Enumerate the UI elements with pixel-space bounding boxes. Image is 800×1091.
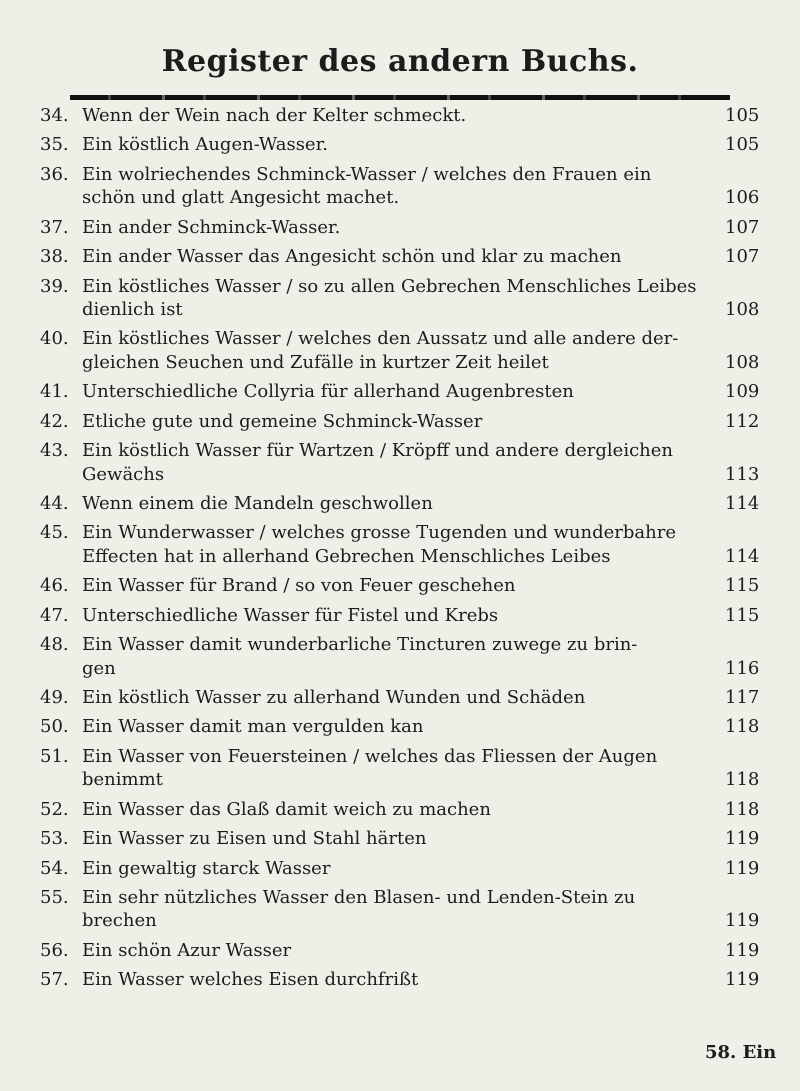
entry-text: Ein ander Schminck-Wasser. — [82, 216, 341, 238]
entry-number: 41. — [40, 381, 69, 403]
entry-text: Ein wolriechendes Schminck-Wasser / welches den Frauen ein — [82, 163, 652, 185]
entry-number: 54. — [40, 857, 69, 879]
entry-text: Ein köstliches Wasser / welches den Aussatz und alle andere der- — [82, 328, 679, 350]
entry-page-number: 109 — [725, 381, 760, 403]
entry-number: 36. — [40, 163, 69, 185]
entry-page-number: 107 — [725, 216, 760, 238]
entry-page-number: 112 — [725, 410, 760, 432]
entry-number: 46. — [40, 575, 69, 597]
entry-text-continued: gen — [82, 657, 116, 679]
entry-page-number: 105 — [725, 134, 760, 156]
entry-text-continued: gleichen Seuchen und Zufälle in kurtzer Zeit heilet — [82, 351, 549, 373]
entry-page-number: 116 — [725, 657, 760, 679]
entry-page-number: 119 — [725, 910, 760, 932]
entry-number: 38. — [40, 246, 69, 268]
entry-page-number: 119 — [725, 969, 760, 991]
catchword: 58. Ein — [705, 1042, 777, 1063]
entry-text: Ein schön Azur Wasser — [82, 939, 292, 961]
entry-text-continued: Effecten hat in allerhand Gebrechen Menschliches Leibes — [82, 545, 611, 567]
entry-page-number: 119 — [725, 828, 760, 850]
entry-number: 39. — [40, 275, 69, 297]
entry-number: 44. — [40, 493, 69, 514]
entry-text: Ein Wasser zu Eisen und Stahl härten — [82, 828, 427, 850]
entry-number: 51. — [40, 745, 69, 767]
entry-text: Ein Wunderwasser / welches grosse Tugenden und wunderbahre — [82, 522, 676, 544]
entry-text: Ein gewaltig starck Wasser — [82, 857, 331, 879]
entry-text: Ein Wasser von Feuersteinen / welches das Fliessen der Augen — [82, 745, 658, 767]
page-title: Register des andern Buchs. — [161, 44, 639, 79]
entry-page-number: 118 — [725, 798, 760, 820]
entry-number: 34. — [40, 105, 69, 126]
entry-page-number: 115 — [725, 575, 760, 597]
entry-text: Ein Wasser für Brand / so von Feuer geschehen — [82, 575, 516, 597]
entry-number: 50. — [40, 716, 69, 738]
entry-page-number: 113 — [725, 463, 760, 485]
entry-number: 56. — [40, 939, 69, 961]
entry-text-continued: dienlich ist — [82, 299, 183, 320]
entry-text: Ein Wasser damit man vergulden kan — [82, 716, 424, 738]
entry-number: 42. — [40, 410, 69, 432]
entry-text: Ein köstlich Wasser für Wartzen / Kröpff und andere dergleichen — [82, 440, 673, 462]
entry-number: 35. — [40, 134, 69, 156]
entry-number: 48. — [40, 634, 69, 656]
entry-text: Ein ander Wasser das Angesicht schön und klar zu machen — [82, 246, 622, 268]
entry-page-number: 105 — [725, 105, 760, 126]
entry-number: 57. — [40, 969, 69, 991]
header-rule — [70, 95, 730, 100]
entry-text: Wenn einem die Mandeln geschwollen — [82, 493, 433, 514]
entry-number: 43. — [40, 440, 69, 462]
entry-text: Etliche gute und gemeine Schminck-Wasser — [82, 410, 483, 432]
entry-text-continued: Gewächs — [82, 463, 165, 485]
entry-page-number: 114 — [725, 493, 760, 514]
entry-page-number: 106 — [725, 187, 760, 209]
entry-text: Ein sehr nützliches Wasser den Blasen- und Lenden-Stein zu — [82, 886, 636, 908]
entry-text: Unterschiedliche Wasser für Fistel und Krebs — [82, 604, 499, 626]
entry-number: 52. — [40, 798, 69, 820]
entry-text: Ein köstliches Wasser / so zu allen Gebrechen Menschliches Leibes — [82, 275, 697, 297]
entry-page-number: 117 — [725, 687, 760, 708]
entry-text: Ein Wasser welches Eisen durchfrißt — [82, 969, 419, 991]
entry-text-continued: schön und glatt Angesicht machet. — [82, 187, 400, 209]
entry-page-number: 114 — [725, 545, 760, 567]
entry-text: Unterschiedliche Collyria für allerhand Augenbresten — [82, 381, 574, 403]
entry-page-number: 107 — [725, 246, 760, 268]
entry-number: 37. — [40, 216, 69, 238]
entry-number: 55. — [40, 886, 69, 908]
entry-text: Ein köstlich Wasser zu allerhand Wunden und Schäden — [82, 687, 586, 708]
entry-page-number: 118 — [725, 769, 760, 791]
entry-page-number: 108 — [725, 299, 760, 320]
entry-number: 53. — [40, 828, 69, 850]
entry-page-number: 108 — [725, 351, 760, 373]
entry-text: Ein köstlich Augen-Wasser. — [82, 134, 328, 156]
entry-text-continued: brechen — [82, 910, 157, 932]
entry-page-number: 115 — [725, 604, 760, 626]
entry-page-number: 119 — [725, 939, 760, 961]
entry-text-continued: benimmt — [82, 769, 163, 791]
entry-number: 40. — [40, 328, 69, 350]
entry-text: Ein Wasser damit wunderbarliche Tincturen zuwege zu brin- — [82, 634, 638, 656]
entry-text: Wenn der Wein nach der Kelter schmeckt. — [82, 105, 467, 126]
entry-number: 49. — [40, 687, 69, 708]
entry-number: 47. — [40, 604, 69, 626]
entry-page-number: 118 — [725, 716, 760, 738]
entry-page-number: 119 — [725, 857, 760, 879]
entry-number: 45. — [40, 522, 69, 544]
entry-text: Ein Wasser das Glaß damit weich zu machen — [82, 798, 491, 820]
